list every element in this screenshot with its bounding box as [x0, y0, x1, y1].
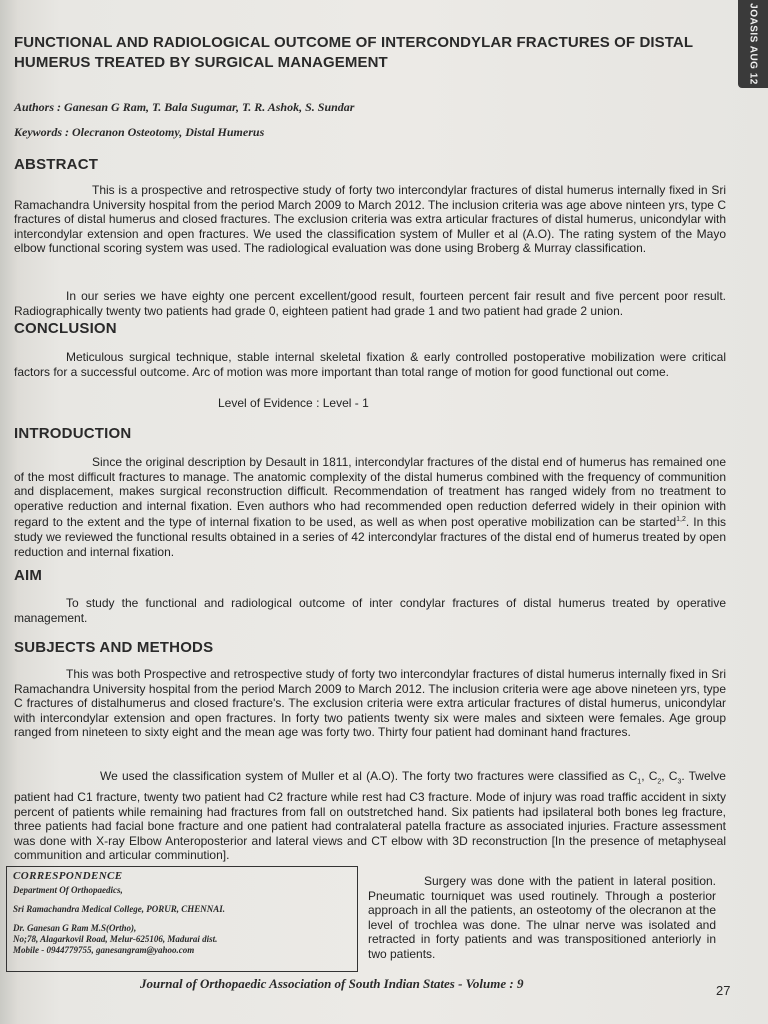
- correspondence-dept: Department Of Orthopaedics,: [13, 885, 123, 895]
- methods-p3-text: Surgery was done with the patient in lateral position. Pneumatic tourniquet was used routinely. Through a posterior approach in all the patients, an osteotomy of the olecranon at the level of trochlea was done. The ulnar nerve was isolated and retracted in forty patients and was transpositioned anteriorly in two patients.: [368, 874, 716, 961]
- authors-names: Ganesan G Ram, T. Bala Sugumar, T. R. Ashok, S. Sundar: [64, 100, 355, 114]
- abstract-p1-text: This is a prospective and retrospective study of forty two intercondylar fractures of distal humerus internally fixed in Sri Ramachandra University hospital from the period March 2009 to March 2012. The inclusion criteria was age above ninteen yrs, type C fractures of distal humerus and closed fractures. The exclusion criteria was extra articular fractures of distal humerus, unicondylar with intercondylar extension and open fractures. We used the classification system of Muller et al (A.O). The rating system of the Mayo elbow functional scoring system was used. The radiological evaluation was done using Broberg & Murray classification.: [14, 183, 726, 256]
- conclusion-heading: CONCLUSION: [14, 320, 117, 337]
- conclusion-p1-text: Meticulous surgical technique, stable internal skeletal fixation & early controlled postoperative mobilization were critical factors for a successful outcome. Arc of motion was more important than total range of motion for good functional out come.: [14, 350, 726, 379]
- correspondence-college: Sri Ramachandra Medical College, PORUR, CHENNAI.: [13, 904, 226, 914]
- side-tab-label: JOASIS AUG 12: [747, 3, 759, 85]
- authors-label: Authors :: [14, 100, 62, 114]
- introduction-p1-text-a: Since the original description by Desault in 1811, intercondylar fractures of the distal end of humerus has remained one of the most difficult fractures to manage. The anatomic complexity of the distal humerus combined with the frequency of communition and displacement, makes surgical reconstruction difficult. Recommendation of treatment has ranged widely from no treatment to operative reduction and internal fixation. Even authors who had recommended open reduction deferred widely in their opinion with regard to the extent and the type of internal fixation to be used, as well as when post operative mobilization can be started: [14, 455, 726, 530]
- methods-heading: SUBJECTS AND METHODS: [14, 639, 214, 656]
- level-of-evidence: Level of Evidence : Level - 1: [218, 396, 369, 410]
- aim-paragraph: [14, 596, 726, 625]
- page-number: 27: [716, 983, 731, 998]
- abstract-paragraph-2: [14, 289, 726, 318]
- class-c1-subscript: 1: [637, 778, 642, 786]
- methods-p1-text: This was both Prospective and retrospective study of forty two intercondylar fractures of distal humerus internally fixed in Sri Ramachandra University hospital from the period March 2009 to March 2012. The inclusion criteria were age above nineteen yrs, type C fractures of distalhumerus and closed fracture's. The exclusion criteria were extra articular fractures of distal humerus, unicondylar with intercondylar extension and open fractures. In forty two patients twenty six were males and sixteen were females. Age group ranged from nineteen to sixty eight and the mean age was forty two. Thirty four patient had dominant hand fractures.: [14, 667, 726, 740]
- methods-paragraph-1: [14, 667, 726, 740]
- introduction-p1-text-b: . In this study we reviewed the functional results obtained in a series of 42 intercondylar fractures of the distal end of humerus treated by open reduction and internal fixation.: [14, 515, 726, 559]
- journal-side-tab: [738, 0, 768, 88]
- class-c3-subscript: 3: [677, 778, 682, 786]
- aim-p1-text: To study the functional and radiological outcome of inter condylar fractures of distal humerus treated by operative management.: [14, 596, 726, 625]
- aim-heading: AIM: [14, 567, 43, 584]
- abstract-heading: ABSTRACT: [14, 156, 99, 173]
- correspondence-address: No;78, Alagarkovil Road, Melur-625106, Madurai dist.: [13, 934, 218, 944]
- class-c2-subscript: 2: [657, 778, 662, 786]
- methods-p2-text-a: We used the classification system of Muller et al (A.O). The forty two fractures were classified as C: [100, 769, 638, 783]
- methods-paragraph-3: [368, 874, 716, 962]
- article-title: FUNCTIONAL AND RADIOLOGICAL OUTCOME OF INTERCONDYLAR FRACTURES OF DISTAL HUMERUS TREATED BY SURGICAL MANAGEMENT: [14, 34, 693, 71]
- keywords-line: [14, 125, 264, 140]
- conclusion-paragraph: [14, 350, 726, 379]
- abstract-p2-text: In our series we have eighty one percent excellent/good result, fourteen percent fair result and five percent poor result. Radiographically twenty two patients had grade 0, eighteen patient had grade 1 and two patient had grade 2 union.: [14, 289, 726, 318]
- correspondence-mobile: Mobile - 0944779755, ganesangram@yahoo.com: [13, 945, 195, 955]
- abstract-paragraph-1: [14, 183, 726, 256]
- correspondence-box: [6, 866, 358, 972]
- introduction-heading: INTRODUCTION: [14, 425, 132, 442]
- keywords-label: Keywords :: [14, 125, 69, 139]
- methods-p2-text-b: . Twelve patient had C1 fracture, twenty two patient had C2 fracture while rest had C3 fracture. Mode of injury was road traffic accident in sixty percent of patients while remaining had fractures from fall on outstretched hand. Six patients had ipsilateral both bones leg fracture, three patients had facial bone fracture and one patient had contralateral patella fracture as associated injuries. Fracture assessment was done with X-ray Elbow Anteroposterior and lateral views and CT elbow with 3D reconstruction [In the presence of metaphyseal communition and articular comminution].: [14, 769, 726, 863]
- correspondence-name: Dr. Ganesan G Ram M.S(Ortho),: [13, 923, 137, 933]
- introduction-paragraph: [14, 455, 726, 559]
- keywords-values: Olecranon Osteotomy, Distal Humerus: [72, 125, 265, 139]
- citation-superscript: 1,2: [676, 516, 686, 524]
- correspondence-heading: CORRESPONDENCE: [13, 870, 123, 882]
- methods-paragraph-2: We used the classification system of Muller et al (A.O). The forty two fractures were classified as $C_1$, $C_2$, $C_3$. Twelve patient had C1 fracture, twenty two patient had C2 fracture while rest had C3 fracture. Mode of injury was road traffic accident in sixty percent of patients while remaining had fractures from fall on outstretched hand. Six patients had ipsilateral both bones leg fracture, three patients had facial bone fracture and one patient had contralateral patella fracture as associated injuries. Fracture assessment was done with X-ray Elbow Anteroposterior and lateral views and CT elbow with 3D reconstruction [In the presence of metaphyseal communition and articular comminution].: [14, 769, 726, 863]
- journal-footer: Journal of Orthopaedic Association of South Indian States - Volume : 9: [140, 976, 524, 991]
- authors-line: [14, 100, 354, 115]
